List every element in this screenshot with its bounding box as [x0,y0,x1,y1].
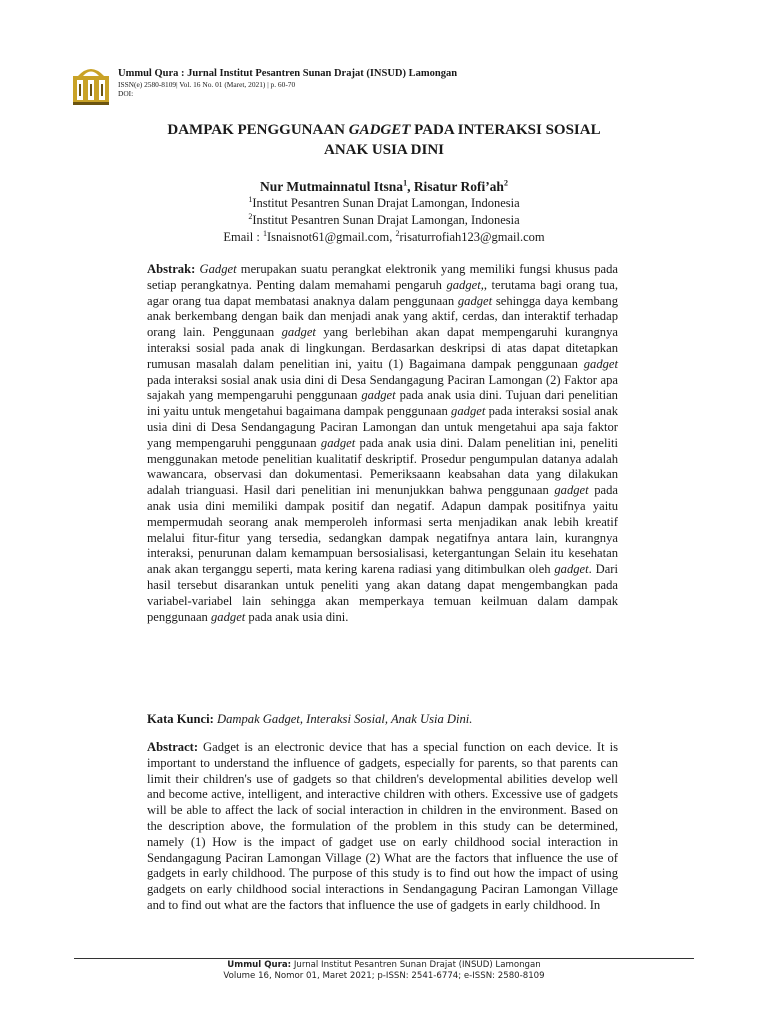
author-name: Risatur Rofi’ah [413,179,504,194]
title-line2: ANAK USIA DINI [323,142,445,158]
affiliation-text: Institut Pesantren Sunan Drajat Lamongan, Indonesia [252,196,520,210]
abstract-text: Gadget is an electronic device that has a special function on each device. It is important to understand the influence of gadgets, especially for parents, so that parents can limit their children's use of gadgets so that children's developmental abilities develop well and become active, intelligent, and interactive children with others. Excessive use of gadgets will be able to affect the lack of social interaction in children in the environment. Based on the description above, the formulation of the problem in this study can be determined, namely (1) How is the impact of gadget use on early childhood social interaction in Sendangagung Paciran Lamongan Village (2) What are the factors that influence the use of gadgets in early childhood. The purpose of this study is to find out how the impact of using gadgets on early childhood social interactions in Sendangagung Paciran Lamongan Village and to find out what are the factors that influence the use of gadgets in early childhood. In [147,740,618,912]
abstrak-text: pada anak usia dini memiliki dampak positif dan negatif. Adapun dampak positifnya yaitu mempermudah seorang anak memperoleh informasi serta menjadikan anak lebih kreatif melalui fitur-fitur yang tersedia, sedangkan dampak negatifnya antara lain, kurangnya interaksi, penurunan dalam kemampuan bersosialisasi, ketergantungan Selain itu kesehatan anak akan terganggu seperti, mata kering karena radiasi yang ditimbulkan oleh [147,483,619,577]
affiliation-text: Institut Pesantren Sunan Drajat Lamongan, Indonesia [252,213,520,227]
title-text: PADA INTERAKSI SOSIAL [410,122,601,138]
footer-journal-rest: Jurnal Institut Pesantren Sunan Drajat (INSUD) Lamongan [291,960,541,970]
abstrak-text: pada anak usia dini. [245,609,349,624]
email-sep: , [389,230,396,244]
journal-header [72,62,692,106]
term-gadget: gadget [457,293,493,308]
term-gadget: gadget [320,435,356,450]
abstrak-label: Abstrak: [147,262,196,276]
footer-issn: Volume 16, Nomor 01, Maret 2021; p-ISSN: 2541-6774; e-ISSN: 2580-8109 [223,971,545,981]
abstrak-paragraph [147,262,618,625]
abstrak-text: merupakan suatu perangkat elektronik yang memiliki fungsi khusus pada setiap perangkatnya. Penting dalam memahami pengaruh [147,262,618,292]
title-italic: GADGET [348,122,411,138]
footer-journal-bold: Ummul Qura: [227,960,292,970]
doi-line: DOI: [118,89,134,98]
kata-kunci [147,712,618,728]
abstrak-text: pada anak usia dini. Dalam penelitian ini, peneliti menggunakan metode penelitian kualitatif deskriptif. Prosedur pengumpulan datanya adalah wawancara, observasi dan dokumentasi. Pemeriksaann keabsahan data yang dilakukan adalah trianguasi. Hasil dari penelitian ini menunjukkan bahwa penggunaan [147,435,619,498]
abstrak-text: , terutama bagi orang tua, agar orang tua dapat membatasi anaknya dalam penggunaan [147,277,619,308]
footer-journal [74,960,694,971]
kata-kunci-value: Dampak Gadget, Interaksi Sosial, Anak Usia Dini. [216,712,473,726]
abstrak-text: yang berlebihan akan dapat mempengaruhi kurangnya interaksi sosial pada anak di lingkungan. Berdasarkan deskripsi di atas dapat ditetapkan rumusan masalah dalam penelitian ini, yaitu (1) Bagaimana dampak penggunaan [147,325,618,371]
issn-line: ISSN(e) 2580-8109| Vol. 16 No. 01 (Maret, 2021) | p. 60-70 [118,80,296,89]
affil-mark: 1 [403,178,408,188]
abstrak-text: sehingga daya kembang anak berkembang dengan baik dan menjadi anak yang aktif, cerdas, dan interaktif terhadap orang lain. Penggunaan [147,293,618,340]
affil-mark: 2 [248,211,253,221]
footer-divider [74,958,694,959]
term-gadget: Gadget [199,262,237,276]
journal-logo [72,62,110,106]
email-line [100,229,668,246]
abstrak-text: pada interaksi sosial anak usia dini di Desa Sendangagung Paciran Lamongan dan untuk mengetahui apa saja faktor yang mempengaruhi penggunaan [147,404,618,450]
affil-mark: 2 [503,178,508,188]
abstract-label: Abstract: [147,740,199,754]
email-label: Email : [223,230,263,244]
kata-kunci-label: Kata Kunci: [147,712,214,726]
page-footer [74,960,694,982]
abstract-paragraph [147,740,618,950]
affil-mark: 1 [262,228,267,238]
abstrak-text: pada interaksi sosial anak usia dini di Desa Sendangagung Paciran Lamongan (2) Faktor apa sajakah yang mempengaruhi penggunaan [147,372,618,403]
affil-mark: 2 [395,228,400,238]
term-gadget: gadget [211,609,246,624]
author-names [100,178,668,195]
term-gadget: gadget, [446,277,484,292]
email-link[interactable]: risaturrofiah123@gmail.com [399,230,545,244]
term-gadget: gadget [451,404,486,419]
affil-mark: 1 [248,194,253,204]
article-title [100,120,668,160]
term-gadget: gadget [554,483,589,498]
term-gadget: gadget [583,356,618,371]
title-text: DAMPAK PENGGUNAAN [167,122,349,138]
author-name: Nur Mutmainnatul Itsna [260,179,404,194]
abstrak-text: . Dari hasil tersebut disarankan untuk peneliti yang akan datang dapat mengembangkan pada variabel-variabel lain sehingga akan memperkaya temuan keilmuan dalam dampak penggunaan [147,562,618,624]
term-gadget: gadget [281,325,316,340]
abstrak-text: pada anak usia dini. Tujuan dari penelitian ini yaitu untuk mengetahui bagaimana dampak penggunaan [147,388,618,419]
journal-name: Ummul Qura : Jurnal Institut Pesantren Sunan Drajat (INSUD) Lamongan [118,68,458,79]
author-block [100,178,668,246]
email-link[interactable]: Isnaisnot61@gmail.com [266,230,390,244]
author-sep: , [407,179,414,194]
affiliation-2 [100,212,668,229]
term-gadget: gadget [361,388,396,403]
affiliation-1 [100,195,668,212]
term-gadget: gadget [554,562,589,577]
